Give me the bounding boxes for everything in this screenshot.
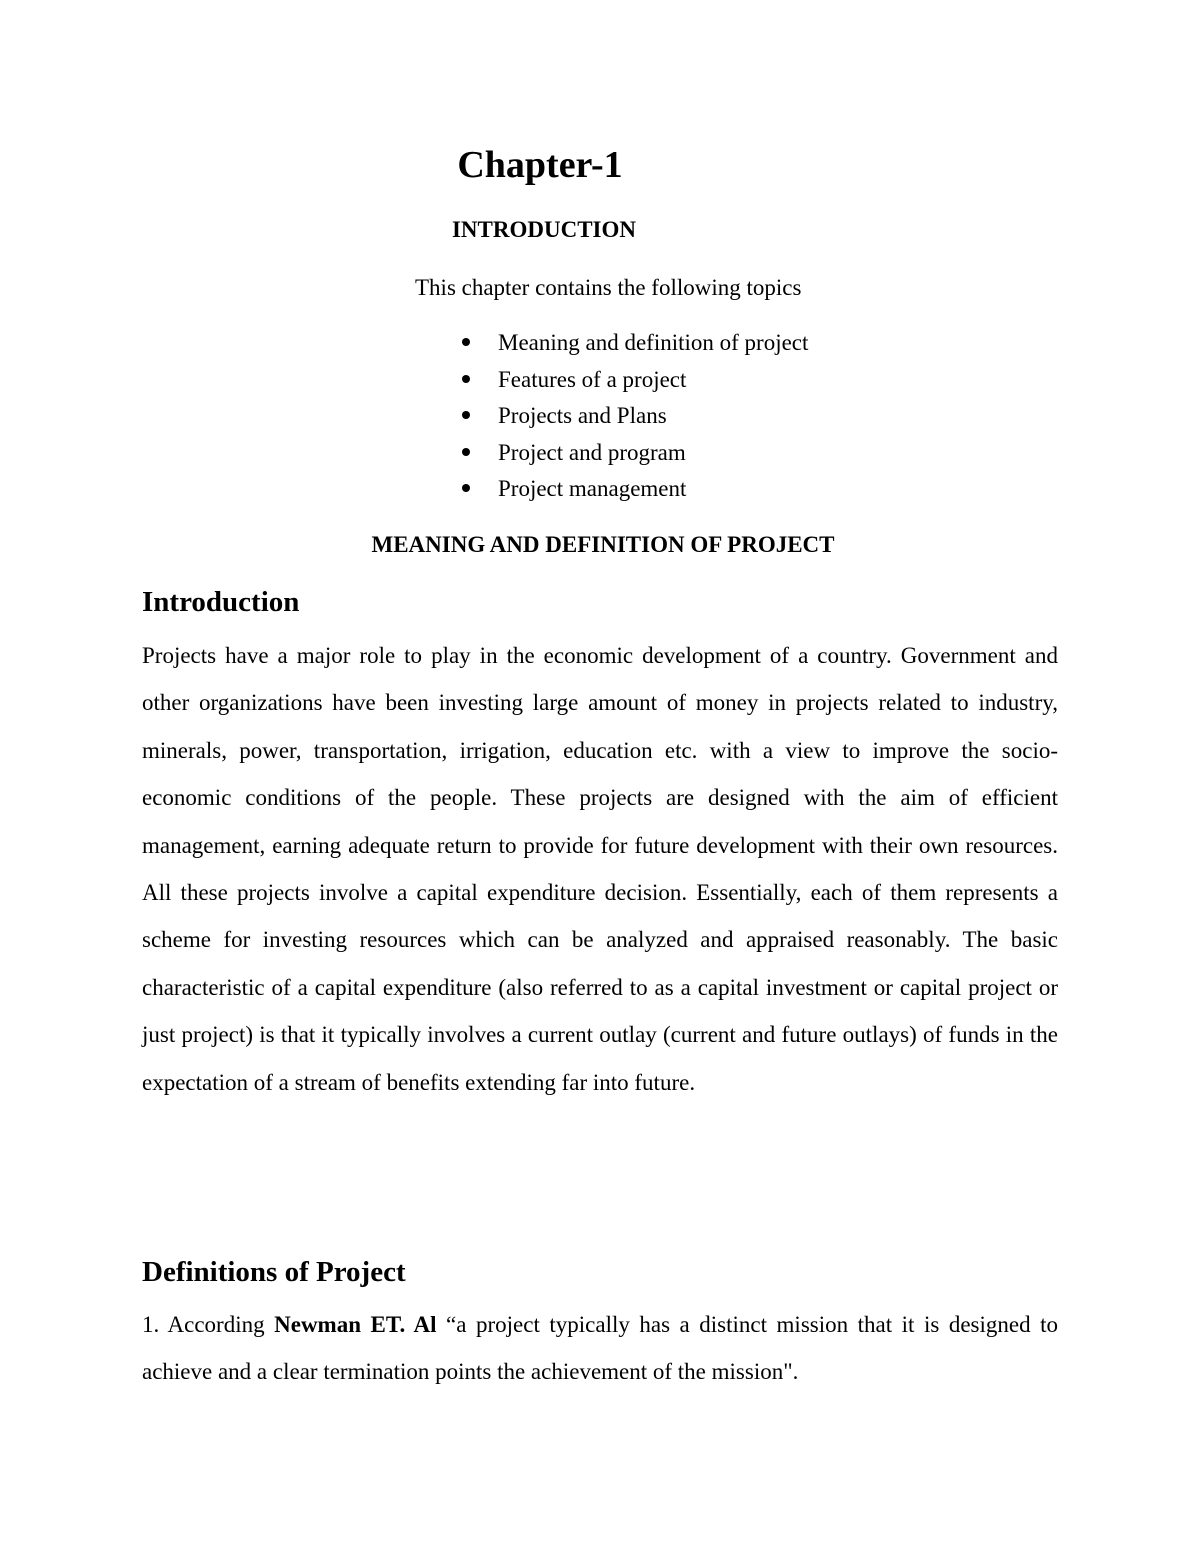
list-item: [462, 327, 808, 364]
introduction-paragraph: Projects have a major role to play in the economic development of a country. Government and other organizations have been investing large amount of money in projects related to industry, minerals, power, transportation, irrigation, education etc. with a view to improve the socio-economic conditions of the people. These projects are designed with the aim of efficient management, earning adequate return to provide for future development with their own resources. All these projects involve a capital expenditure decision. Essentially, each of them represents a scheme for investing resources which can be analyzed and appraised reasonably. The basic characteristic of a capital expenditure (also referred to as a capital investment or capital project or just project) is that it typically involves a current outlay (current and future outlays) of funds in the expectation of a stream of benefits extending far into future.: [142, 643, 1058, 1095]
list-item: [462, 364, 808, 401]
topic-label: Meaning and definition of project: [498, 330, 809, 355]
bullet-icon: [462, 484, 470, 492]
definition-quote: “a project typically has a distinct mission that it is designed to achieve and a clear termination points the achievement of the mission".: [142, 1312, 1058, 1385]
definition-prefix: 1. According: [142, 1312, 275, 1337]
bullet-icon: [462, 411, 470, 419]
bullet-icon: [462, 338, 470, 346]
list-item: [462, 400, 808, 437]
introduction-heading: INTRODUCTION: [451, 217, 637, 242]
definition-paragraph: [142, 1301, 1058, 1396]
bullet-icon: [462, 448, 470, 456]
bullet-icon: [462, 375, 470, 383]
section-heading: MEANING AND DEFINITION OF PROJECT: [371, 532, 835, 557]
topic-label: Features of a project: [498, 366, 687, 392]
introduction-subheading: Introduction: [142, 586, 300, 618]
list-item: [462, 437, 808, 474]
topic-label: Project and program: [498, 439, 686, 465]
topic-label: Projects and Plans: [498, 403, 667, 428]
definitions-subheading: Definitions of Project: [142, 1256, 406, 1288]
definition-author: Newman ET. Al: [274, 1312, 437, 1337]
topics-list: [462, 327, 808, 510]
list-item: [462, 473, 808, 510]
topic-label: Project management: [498, 476, 687, 501]
chapter-title: Chapter-1: [457, 144, 623, 186]
topics-lead-text: This chapter contains the following topics: [415, 275, 802, 300]
